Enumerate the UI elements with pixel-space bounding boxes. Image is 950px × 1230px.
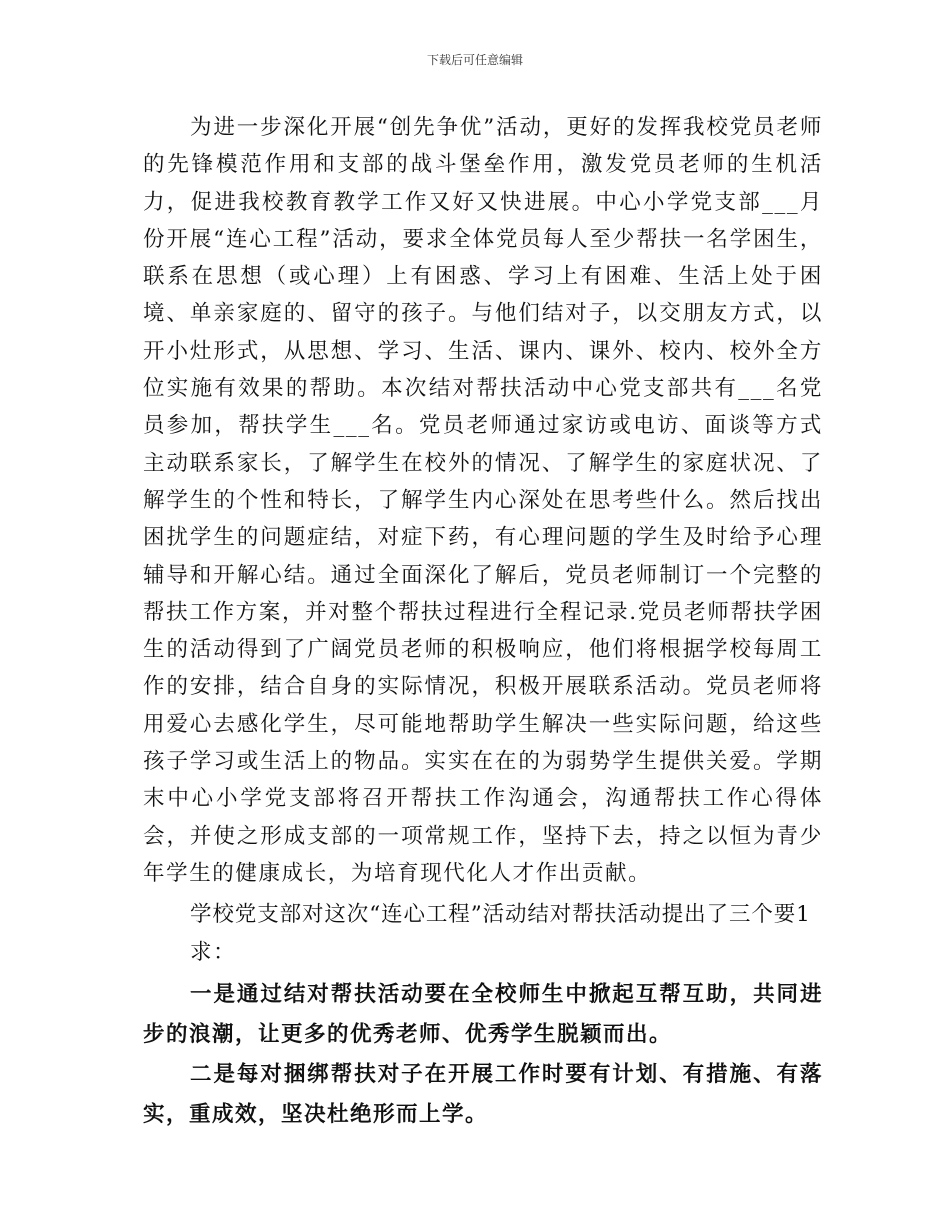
main-paragraph: 为进一步深化开展“创先争优”活动，更好的发挥我校党员老师的先锋模范作用和支部的战斗堡垒作用，激发党员老师的生机活力，促进我校教育教学工作又好又快进展。中心小学党支部___月份开展“连心工程”活动，要求全体党员每人至少帮扶一名学困生，联系在思想（或心理）上有困惑、学习上有困难、生活上处于困境、单亲家庭的、留守的孩子。与他们结对子，以交朋友方式，以开小灶形式，从思想、学习、生活、课内、课外、校内、校外全方位实施有效果的帮助。本次结对帮扶活动中心党支部共有___名党员参加，帮扶学生___名。党员老师通过家访或电访、面谈等方式主动联系家长，了解学生在校外的情况、了解学生的家庭状况、了解学生的个性和特长，了解学生内心深处在思考些什么。然后找出困扰学生的问题症结，对症下药，有心理问题的学生及时给予心理辅导和开解心结。通过全面深化了解后，党员老师制订一个完整的帮扶工作方案，并对整个帮扶过程进行全程记录.党员老师帮扶学困生的活动得到了广阔党员老师的积极响应，他们将根据学校每周工作的安排，结合自身的实际情况，积极开展联系活动。党员老师将用爱心去感化学生，尽可能地帮助学生解决一些实际问题，给这些孩子学习或生活上的物品。实实在在的为弱势学生提供关爱。学期末中心小学党支部将召开帮扶工作沟通会，沟通帮扶工作心得体会，并使之形成支部的一项常规工作，坚持下去，持之以恒为青少年学生的健康成长，为培育现代化人才作出贡献。 [143,115,823,886]
requirements-intro-line1: 学校党支部对这次“连心工程”活动结对帮扶活动提出了三个要1 [190,902,811,928]
document-body [143,109,823,1135]
requirement-two: 二是每对捆绑帮扶对子在开展工作时要有计划、有措施、有落实，重成效，坚决杜绝形而上学。 [143,1061,823,1127]
requirements-intro-line2: 求： [190,939,237,965]
page-header: 下载后可任意编辑 [426,53,523,67]
requirement-one: 一是通过结对帮扶活动要在全校师生中掀起互帮互助，共同进步的浪潮，让更多的优秀老师、优秀学生脱颖而出。 [143,981,823,1047]
